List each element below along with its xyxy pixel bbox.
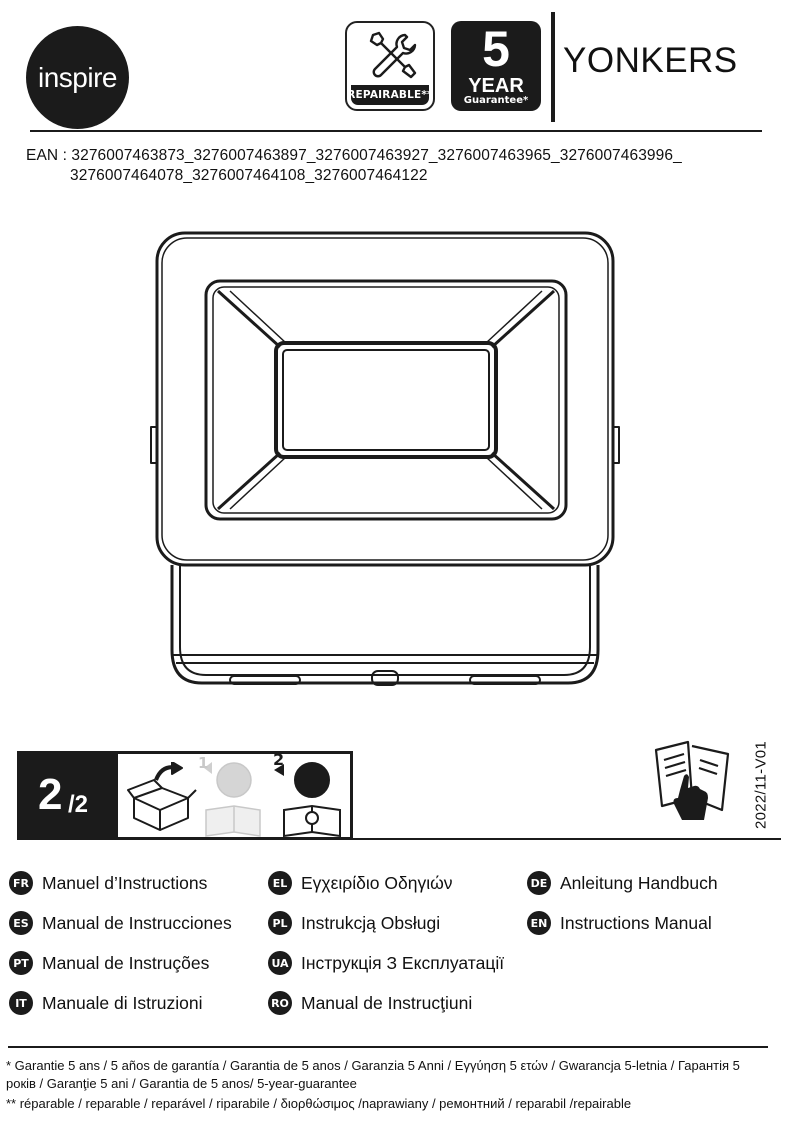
inspire-logo — [26, 26, 129, 129]
floodlight-illustration — [140, 225, 630, 695]
version-code-wrap — [741, 740, 781, 830]
guarantee-line-1: * Garantie 5 ans / 5 años de garantía / Garantia de 5 anos / Garanzia 5 Anni / Εγγύηση 5 ετών / Gwarancja 5-letnia / Гарантія 5 — [6, 1058, 740, 1073]
version-code: 2022/11-V01 — [752, 740, 770, 830]
language-column-3 — [527, 870, 718, 936]
language-column-2 — [268, 870, 504, 1016]
lang-label: Manual de Instruções — [42, 952, 210, 973]
lang-label: Manuale di Istruzioni — [42, 992, 203, 1013]
guarantee-line-2: років / Garanţie 5 ani / Garantia de 5 anos/ 5-year-guarantee — [6, 1076, 357, 1091]
lang-code-badge: RO — [268, 991, 292, 1015]
language-item — [268, 870, 504, 896]
back-housing — [172, 565, 598, 683]
lang-label: Інструкція З Експлуатації — [301, 952, 505, 973]
brand-name: YONKERS — [563, 41, 738, 80]
led-panel — [276, 343, 496, 457]
language-column-1 — [9, 870, 232, 1016]
lang-label: Manual de Instrucciones — [42, 912, 232, 933]
ean-line-2: 3276007464078_3276007464108_3276007464122 — [70, 167, 428, 184]
lang-label: Manual de Instrucţiuni — [301, 992, 473, 1013]
language-item — [9, 870, 232, 896]
bar-rule — [353, 838, 781, 840]
language-item — [9, 990, 232, 1016]
part-total: /2 — [68, 791, 89, 818]
manual-part-bar — [17, 751, 353, 840]
lang-code-badge: EL — [268, 871, 292, 895]
instruction-book-icon — [652, 738, 734, 828]
lang-code-badge: IT — [9, 991, 33, 1015]
footer-rule — [8, 1046, 768, 1048]
tools-icon — [365, 29, 419, 83]
lang-label: Instrukcją Obsługi — [301, 912, 441, 933]
step-1-number: 1 — [198, 754, 209, 772]
language-item — [9, 950, 232, 976]
package-icon — [126, 762, 198, 832]
lang-code-badge: PT — [9, 951, 33, 975]
lang-code-badge: ES — [9, 911, 33, 935]
language-item — [268, 910, 504, 936]
lang-label: Manuel d’Instructions — [42, 872, 208, 893]
warranty-guarantee: Guarantee* — [463, 95, 529, 106]
language-item — [268, 990, 504, 1016]
lang-code-badge: UA — [268, 951, 292, 975]
guarantee-note — [6, 1057, 796, 1093]
language-item — [527, 910, 718, 936]
lang-label: Anleitung Handbuch — [560, 872, 718, 893]
repairable-label: REPAIRABLE** — [351, 85, 429, 105]
language-item — [9, 910, 232, 936]
repairable-badge — [345, 21, 435, 111]
brand-divider — [551, 12, 555, 122]
lang-label: Instructions Manual — [560, 912, 712, 933]
ean-line-1: EAN : 3276007463873_3276007463897_3276007463927_3276007463965_3276007463996_ — [26, 147, 682, 164]
lang-code-badge: EN — [527, 911, 551, 935]
logo-text: inspire — [38, 61, 117, 93]
lang-code-badge: DE — [527, 871, 551, 895]
reflector — [206, 281, 566, 519]
lang-code-badge: FR — [9, 871, 33, 895]
step-2-number: 2 — [273, 750, 285, 769]
part-number: 2 — [38, 770, 63, 819]
lang-code-badge: PL — [268, 911, 292, 935]
lang-label: Εγχειρίδιο Οδηγιών — [301, 872, 453, 893]
reader-step-1-icon — [198, 756, 268, 838]
language-item — [527, 870, 718, 896]
header-rule — [30, 130, 762, 132]
warranty-badge — [451, 21, 541, 111]
repairable-note: ** réparable / reparable / reparável / riparabile / διορθώσιμος /naprawiany / ремонтний / reparabil /repairable — [6, 1096, 632, 1111]
warranty-year: YEAR — [468, 75, 524, 97]
warranty-number: 5 — [482, 21, 510, 77]
ean-codes — [26, 146, 796, 186]
part-indicator — [20, 754, 118, 837]
language-item — [268, 950, 504, 976]
front-frame — [157, 233, 613, 565]
